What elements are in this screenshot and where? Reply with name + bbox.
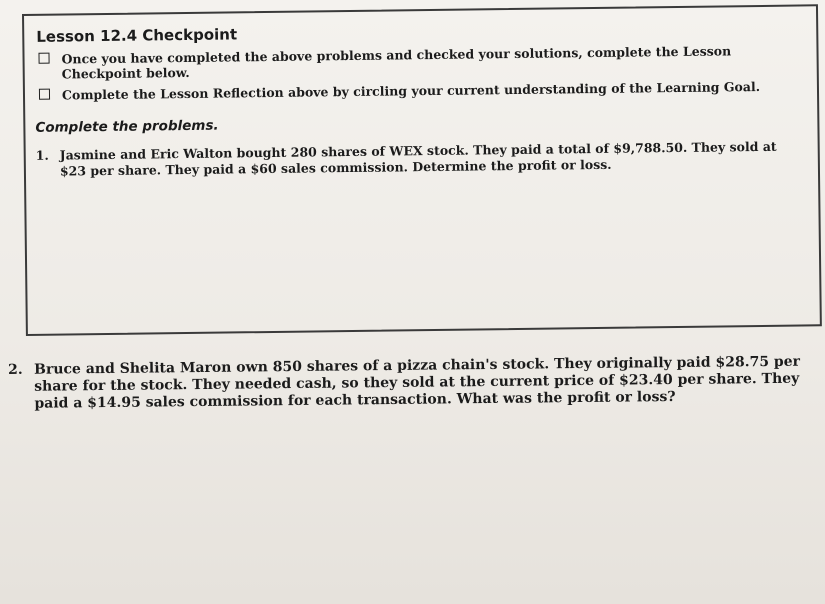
- problem-1: [36, 139, 780, 180]
- checkpoint-box: [22, 4, 822, 336]
- checklist-item-text: Complete the Lesson Reflection above by circling your current understanding of the Learning Goal.: [61, 78, 761, 103]
- problem-text: Bruce and Shelita Maron own 850 shares of a pizza chain's stock. They originally paid $28.75 per share for the stock. They needed cash, so they sold at the current price of $23.40 per share. They paid a $14.95 sales commission for each transaction. What was the profit or loss?: [33, 353, 801, 412]
- problem-2: [8, 354, 804, 413]
- problem-text: Jasmine and Eric Walton bought 280 shares of WEX stock. They paid a total of $9,788.50. They sold at $23 per share. They paid a $60 sales commission. Determine the profit or loss.: [59, 138, 777, 179]
- section-instruction: Complete the problems.: [35, 117, 219, 136]
- checklist-item-reflection: [39, 79, 762, 103]
- problem-number: 1.: [35, 147, 49, 163]
- problem-number: 2.: [8, 361, 23, 378]
- checkbox[interactable]: [39, 89, 50, 100]
- checklist-item-complete-checkpoint: [38, 43, 761, 82]
- checkbox[interactable]: [38, 53, 49, 64]
- checkpoint-title: Lesson 12.4 Checkpoint: [36, 25, 238, 46]
- checklist-item-text: Once you have completed the above problems and checked your solutions, complete the Lesson Checkpoint below.: [61, 43, 732, 82]
